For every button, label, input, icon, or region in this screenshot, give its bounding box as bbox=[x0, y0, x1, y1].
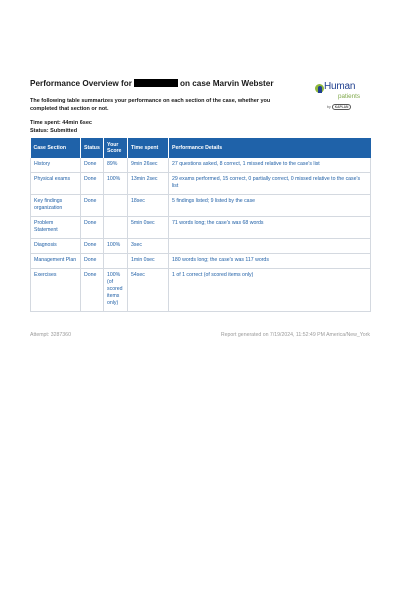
column-header: Case Section bbox=[31, 138, 81, 158]
table-cell bbox=[104, 254, 128, 269]
table-cell bbox=[169, 239, 371, 254]
redacted-name bbox=[134, 79, 178, 87]
table-row bbox=[31, 217, 371, 239]
table-cell: 18sec bbox=[128, 195, 169, 217]
table-cell: 1min 0sec bbox=[128, 254, 169, 269]
logo-byline bbox=[327, 104, 351, 110]
table-cell: 54sec bbox=[128, 269, 169, 312]
kaplan-logo: KAPLAN bbox=[332, 104, 352, 110]
column-header: Performance Details bbox=[169, 138, 371, 158]
table-row bbox=[31, 195, 371, 217]
title-prefix: Performance Overview for bbox=[30, 79, 132, 88]
table-cell: Done bbox=[81, 173, 104, 195]
table-row bbox=[31, 158, 371, 173]
table-cell: 100% (of scored items only) bbox=[104, 269, 128, 312]
table-cell: 1 of 1 correct (of scored items only) bbox=[169, 269, 371, 312]
logo-brand: Human bbox=[324, 81, 356, 92]
table-row bbox=[31, 239, 371, 254]
table-cell: 5 findings listed; 9 listed by the case bbox=[169, 195, 371, 217]
submission-status: Status: Submitted bbox=[30, 127, 78, 134]
table-cell: Done bbox=[81, 269, 104, 312]
summary-description: The following table summarizes your performance on each section of the case, whether you completed that section or not. bbox=[30, 98, 271, 112]
performance-table bbox=[30, 138, 371, 312]
table-cell: 180 words long; the case's was 117 words bbox=[169, 254, 371, 269]
table-cell: Done bbox=[81, 195, 104, 217]
table-row bbox=[31, 254, 371, 269]
table-cell: Exercises bbox=[31, 269, 81, 312]
table-cell: Key findings organization bbox=[31, 195, 81, 217]
table-cell: 100% bbox=[104, 173, 128, 195]
table-cell: 71 words long; the case's was 68 words bbox=[169, 217, 371, 239]
attempt-id: Attempt: 3287360 bbox=[30, 332, 71, 338]
table-cell: 27 questions asked, 8 correct, 1 missed relative to the case's list bbox=[169, 158, 371, 173]
table-cell bbox=[104, 195, 128, 217]
table-cell: History bbox=[31, 158, 81, 173]
logo-by: by bbox=[327, 105, 331, 109]
table-cell: Diagnosis bbox=[31, 239, 81, 254]
table-cell: Physical exams bbox=[31, 173, 81, 195]
table-cell: Done bbox=[81, 158, 104, 173]
table-cell: 13min 2sec bbox=[128, 173, 169, 195]
table-cell: 29 exams performed, 15 correct, 0 partially correct, 0 missed relative to the case's list bbox=[169, 173, 371, 195]
table-cell: 9min 26sec bbox=[128, 158, 169, 173]
table-cell: 5min 0sec bbox=[128, 217, 169, 239]
logo-sub: patients bbox=[338, 93, 361, 100]
table-cell: Management Plan bbox=[31, 254, 81, 269]
column-header: Your Score bbox=[104, 138, 128, 158]
meta-info bbox=[30, 120, 370, 135]
report-footer bbox=[30, 332, 370, 338]
column-header: Status bbox=[81, 138, 104, 158]
title-suffix: on case Marvin Webster bbox=[179, 79, 274, 88]
table-cell: 89% bbox=[104, 158, 128, 173]
time-spent: Time spent: 44min 6sec bbox=[30, 120, 92, 126]
table-cell: Done bbox=[81, 239, 104, 254]
table-cell: Done bbox=[81, 254, 104, 269]
human-patients-logo bbox=[313, 80, 373, 116]
column-header: Time spent bbox=[128, 138, 169, 158]
table-cell: Done bbox=[81, 217, 104, 239]
table-row bbox=[31, 269, 371, 312]
table-cell: 100% bbox=[104, 239, 128, 254]
person-icon bbox=[315, 84, 324, 93]
table-cell: Problem Statement bbox=[31, 217, 81, 239]
table-cell bbox=[104, 217, 128, 239]
table-cell: 3sec bbox=[128, 239, 169, 254]
generated-timestamp: Report generated on 7/19/2024, 11:52:49 PM America/New_York bbox=[220, 332, 370, 338]
table-header-row bbox=[31, 138, 371, 158]
table-row bbox=[31, 173, 371, 195]
